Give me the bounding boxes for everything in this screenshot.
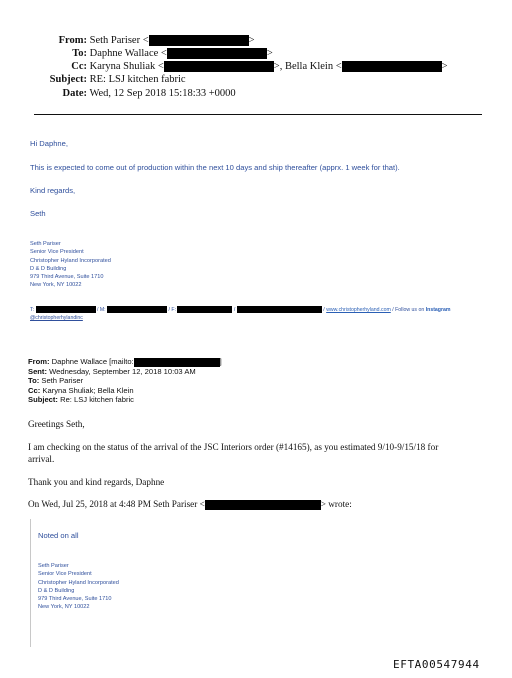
- quoted-to-value: Seth Pariser: [41, 376, 84, 386]
- contact-phone-label: T:: [30, 306, 35, 313]
- quoted-to-label: To:: [28, 376, 40, 386]
- redaction-block: [237, 306, 325, 313]
- signature-line: Seth Pariser: [38, 563, 69, 569]
- signature-line: 979 Third Avenue, Suite 1710: [30, 274, 104, 281]
- signature-line: Senior Vice President: [38, 571, 92, 578]
- header-subject-label: Subject:: [49, 74, 87, 85]
- quoted-subject-label: Subject:: [28, 395, 58, 405]
- header-cc-mid: >, Bella Klein <: [273, 61, 342, 72]
- header-subject-value: RE: LSJ kitchen fabric: [89, 74, 186, 85]
- quoted-wrote-prefix: On Wed, Jul 25, 2018 at 4:48 PM Seth Pariser <: [28, 499, 205, 509]
- quote-bar: [30, 519, 31, 647]
- website-link[interactable]: www.christopherhyland.com: [326, 306, 391, 313]
- redaction-block: [107, 306, 167, 313]
- header-subject-row: [47, 72, 186, 87]
- quoted-cc-row: [28, 386, 222, 396]
- quoted-greeting: Greetings Seth,: [28, 419, 85, 429]
- redaction-block: [177, 306, 232, 313]
- header-cc-value: Karyna Shuliak <: [89, 61, 164, 72]
- redaction-block: [164, 61, 274, 72]
- contact-follow-text: / Follow us on: [392, 306, 425, 313]
- header-from-label: From:: [58, 35, 87, 46]
- reply-closing: Kind regards,: [30, 186, 76, 195]
- reply-message: This is expected to come out of production within the next 10 days and ship thereafter (apprx. 1 week for that).: [30, 163, 400, 172]
- header-from-value: Seth Pariser <: [89, 35, 149, 46]
- header-to-label: To:: [72, 48, 87, 59]
- header-divider: [34, 114, 482, 115]
- instagram-handle-link[interactable]: @christopherhylandinc: [30, 315, 83, 321]
- quoted-body-line: arrival.: [28, 454, 55, 464]
- quoted-subject-row: [28, 395, 222, 405]
- signature-line: New York, NY 10022: [30, 282, 82, 289]
- contact-fax-label: / F:: [168, 306, 177, 313]
- older-signature-block: [38, 562, 119, 612]
- quoted-sent-label: Sent:: [28, 366, 47, 376]
- quoted-sent-value: Wednesday, September 12, 2018 10:03 AM: [49, 366, 196, 376]
- contact-slash: /: [233, 306, 236, 313]
- quoted-wrote-line: [28, 499, 352, 510]
- header-date-value: Wed, 12 Sep 2018 15:18:33 +0000: [89, 88, 236, 99]
- quoted-sent-row: [28, 367, 222, 377]
- older-note: Noted on all: [38, 531, 79, 540]
- reply-greeting: Hi Daphne,: [30, 139, 68, 148]
- redaction-block: [149, 35, 249, 46]
- quoted-from-value: Daphne Wallace [mailto:: [51, 357, 134, 366]
- signature-line: 979 Third Avenue, Suite 1710: [38, 596, 112, 603]
- quoted-from-close: ]: [219, 357, 222, 366]
- header-from-close: >: [248, 35, 255, 46]
- signature-line: Christopher Hyland Incorporated: [30, 257, 111, 264]
- signature-line: New York, NY 10022: [38, 604, 90, 611]
- quoted-from-label: From:: [28, 357, 50, 366]
- quoted-header: [28, 357, 222, 405]
- quoted-subject-value: Re: LSJ kitchen fabric: [60, 395, 134, 405]
- redaction-block: [205, 500, 321, 510]
- header-date-row: [47, 86, 236, 101]
- quoted-thanks: Thank you and kind regards, Daphne: [28, 477, 165, 487]
- instagram-link[interactable]: Instagram: [425, 306, 451, 313]
- signature-line: Seth Pariser: [30, 241, 61, 247]
- signature-line: D & D Building: [38, 587, 75, 594]
- header-to-value: Daphne Wallace <: [89, 48, 167, 59]
- quoted-from-row: [28, 357, 222, 367]
- reply-name: Seth: [30, 209, 46, 218]
- redaction-block: [342, 61, 442, 72]
- email-header: [0, 0, 512, 110]
- quoted-cc-label: Cc:: [28, 385, 41, 395]
- document-id: EFTA00547944: [393, 658, 480, 671]
- redaction-block: [167, 48, 267, 59]
- quoted-wrote-suffix: > wrote:: [320, 499, 352, 509]
- header-cc-label: Cc:: [71, 61, 87, 72]
- redaction-block: [36, 306, 96, 313]
- header-date-label: Date:: [62, 88, 87, 99]
- redaction-block: [134, 358, 220, 367]
- contact-mobile-label: / M:: [96, 306, 106, 313]
- signature-block: [30, 240, 111, 290]
- contact-slash: /: [323, 306, 325, 313]
- header-to-close: >: [266, 48, 273, 59]
- signature-line: Christopher Hyland Incorporated: [38, 579, 119, 586]
- quoted-to-row: [28, 376, 222, 386]
- header-cc-close: >: [441, 61, 448, 72]
- signature-line: Senior Vice President: [30, 249, 84, 256]
- contact-line: [30, 306, 451, 313]
- quoted-cc-value: Karyna Shuliak; Bella Klein: [42, 385, 134, 395]
- quoted-body-line: I am checking on the status of the arrival of the JSC Interiors order (#14165), as you estimated 9/10-9/15/18 for: [28, 442, 439, 452]
- signature-line: D & D Building: [30, 265, 67, 272]
